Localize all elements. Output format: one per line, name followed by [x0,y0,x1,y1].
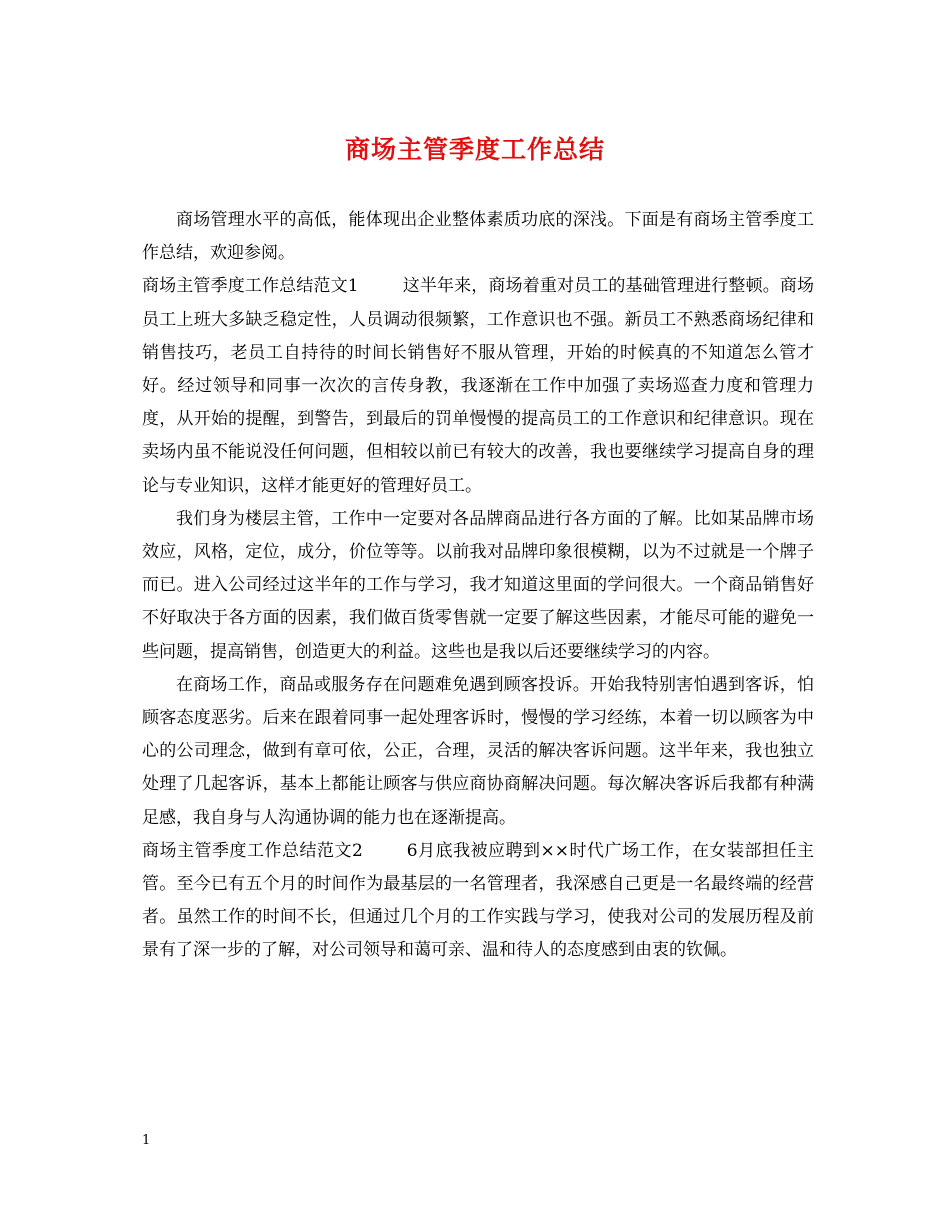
section-2-paragraph-1: 6月底我被应聘到××时代广场工作，在女装部担任主管。至今已有五个月的时间作为最基层的一名管理者，我深感自己更是一名最终端的经营者。虽然工作的时间不长，但通过几个月的工作实践与学习，使我对公司的发展历程及前景有了深一步的了解，对公司领导和蔼可亲、温和待人的态度感到由衷的钦佩。 [142,840,814,961]
intro-paragraph: 商场管理水平的高低，能体现出企业整体素质功底的深浅。下面是有商场主管季度工作总结，欢迎参阅。 [142,210,814,264]
section-1-paragraph-1: 这半年来，商场着重对员工的基础管理进行整顿。商场员工上班大多缺乏稳定性，人员调动很频繁，工作意识也不强。新员工不熟悉商场纪律和销售技巧，老员工自持待的时间长销售好不服从管理，开始的时候真的不知道怎么管才好。经过领导和同事一次次的言传身教，我逐渐在工作中加强了卖场巡查力度和管理力度，从开始的提醒，到警告，到最后的罚单慢慢的提高员工的工作意识和纪律意识。现在卖场内虽不能说没任何问题，但相较以前已有较大的改善，我也要继续学习提高自身的理论与专业知识，这样才能更好的管理好员工。 [142,276,814,496]
section-1-first-paragraph [142,270,814,502]
page-number: 1 [142,1133,151,1148]
section-1-heading: 商场主管季度工作总结范文1 [142,276,359,297]
document-title: 商场主管季度工作总结 [344,135,605,164]
section-2-heading: 商场主管季度工作总结范文2 [142,840,363,861]
section-1-paragraph-3: 在商场工作，商品或服务存在问题难免遇到顾客投诉。开始我特别害怕遇到客诉，怕顾客态度恶劣。后来在跟着同事一起处理客诉时，慢慢的学习经练，本着一切以顾客为中心的公司理念，做到有章可依，公正，合理，灵活的解决客诉问题。这半年来，我也独立处理了几起客诉，基本上都能让顾客与供应商协商解决问题。每次解决客诉后我都有种满足感，我自身与人沟通协调的能力也在逐渐提高。 [142,674,814,828]
section-1-paragraph-2: 我们身为楼层主管，工作中一定要对各品牌商品进行各方面的了解。比如某品牌市场效应，风格，定位，成分，价位等等。以前我对品牌印象很模糊，以为不过就是一个牌子而已。进入公司经过这半年的工作与学习，我才知道这里面的学问很大。一个商品销售好不好取决于各方面的因素，我们做百货零售就一定要了解这些因素，才能尽可能的避免一些问题，提高销售，创造更大的利益。这些也是我以后还要继续学习的内容。 [142,508,814,662]
document-body [142,204,814,968]
section-2-first-paragraph [142,835,814,968]
